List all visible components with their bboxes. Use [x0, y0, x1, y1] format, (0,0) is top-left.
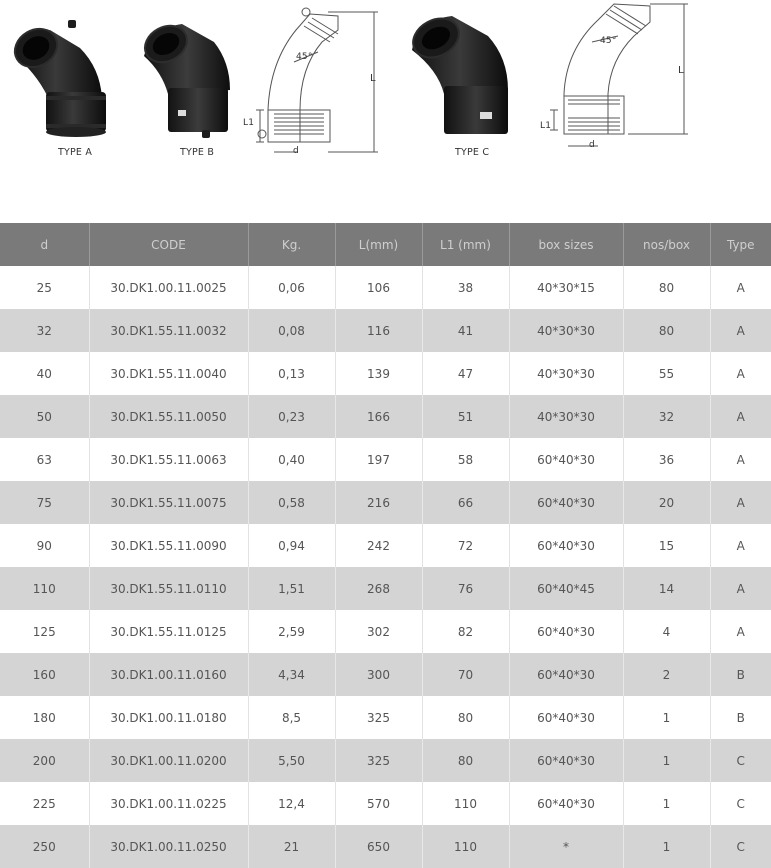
- cell-kg: 0,58: [248, 481, 335, 524]
- cell-l1-mm: 72: [422, 524, 509, 567]
- cell-type: A: [710, 524, 771, 567]
- cell-box-sizes: 60*40*30: [509, 739, 623, 782]
- table-header-row: [0, 223, 771, 266]
- cell-nos-box: 15: [623, 524, 710, 567]
- table-row: [0, 481, 771, 524]
- cell-box-sizes: 60*40*30: [509, 782, 623, 825]
- cell-kg: 1,51: [248, 567, 335, 610]
- drawing-2-length-label: L: [678, 65, 684, 76]
- table-row: [0, 782, 771, 825]
- drawing-1-l1-label: L1: [243, 118, 255, 128]
- cell-l1-mm: 76: [422, 567, 509, 610]
- cell-code: 30.DK1.55.11.0063: [89, 438, 248, 481]
- cell-code: 30.DK1.00.11.0180: [89, 696, 248, 739]
- cell-nos-box: 80: [623, 309, 710, 352]
- cell-l-mm: 116: [335, 309, 422, 352]
- cell-nos-box: 1: [623, 696, 710, 739]
- cell-l1-mm: 47: [422, 352, 509, 395]
- cell-kg: 0,40: [248, 438, 335, 481]
- header-l-mm: L(mm): [335, 223, 422, 266]
- cell-type: A: [710, 567, 771, 610]
- cell-d: 110: [0, 567, 89, 610]
- header-box-sizes: box sizes: [509, 223, 623, 266]
- table-row: [0, 610, 771, 653]
- cell-l1-mm: 51: [422, 395, 509, 438]
- cell-box-sizes: 40*30*30: [509, 309, 623, 352]
- cell-d: 250: [0, 825, 89, 868]
- cell-nos-box: 1: [623, 739, 710, 782]
- cell-code: 30.DK1.00.11.0250: [89, 825, 248, 868]
- type-c-fitting-image: [408, 14, 520, 140]
- cell-kg: 5,50: [248, 739, 335, 782]
- cell-kg: 0,23: [248, 395, 335, 438]
- cell-l-mm: 650: [335, 825, 422, 868]
- cell-d: 90: [0, 524, 89, 567]
- cell-kg: 4,34: [248, 653, 335, 696]
- table-row: [0, 739, 771, 782]
- type-c-label: TYPE C: [455, 147, 490, 158]
- header-nos-box: nos/box: [623, 223, 710, 266]
- table-row: [0, 524, 771, 567]
- table-row: [0, 653, 771, 696]
- cell-box-sizes: 40*30*30: [509, 395, 623, 438]
- cell-nos-box: 4: [623, 610, 710, 653]
- drawing-2-d-label: d: [589, 140, 595, 150]
- type-b-fitting-image: [138, 18, 238, 140]
- cell-box-sizes: 60*40*30: [509, 524, 623, 567]
- cell-kg: 0,13: [248, 352, 335, 395]
- cell-l1-mm: 110: [422, 825, 509, 868]
- cell-d: 160: [0, 653, 89, 696]
- cell-code: 30.DK1.00.11.0160: [89, 653, 248, 696]
- cell-l-mm: 106: [335, 266, 422, 309]
- cell-code: 30.DK1.55.11.0090: [89, 524, 248, 567]
- cell-nos-box: 14: [623, 567, 710, 610]
- cell-box-sizes: 60*40*30: [509, 653, 623, 696]
- cell-box-sizes: 60*40*30: [509, 481, 623, 524]
- cell-code: 30.DK1.55.11.0040: [89, 352, 248, 395]
- drawing-2-angle: 45°: [600, 36, 617, 46]
- cell-code: 30.DK1.55.11.0125: [89, 610, 248, 653]
- cell-d: 25: [0, 266, 89, 309]
- cell-nos-box: 55: [623, 352, 710, 395]
- cell-kg: 21: [248, 825, 335, 868]
- technical-drawing-1: [238, 2, 388, 160]
- cell-type: A: [710, 438, 771, 481]
- cell-nos-box: 1: [623, 825, 710, 868]
- cell-d: 40: [0, 352, 89, 395]
- cell-type: A: [710, 266, 771, 309]
- table-row: [0, 352, 771, 395]
- cell-l-mm: 268: [335, 567, 422, 610]
- cell-kg: 2,59: [248, 610, 335, 653]
- drawing-2-l1-label: L1: [540, 121, 552, 131]
- cell-type: A: [710, 610, 771, 653]
- cell-d: 75: [0, 481, 89, 524]
- cell-d: 125: [0, 610, 89, 653]
- cell-nos-box: 80: [623, 266, 710, 309]
- cell-l1-mm: 82: [422, 610, 509, 653]
- cell-l1-mm: 110: [422, 782, 509, 825]
- cell-d: 200: [0, 739, 89, 782]
- cell-code: 30.DK1.55.11.0110: [89, 567, 248, 610]
- cell-type: A: [710, 481, 771, 524]
- cell-l1-mm: 80: [422, 696, 509, 739]
- cell-d: 63: [0, 438, 89, 481]
- cell-l-mm: 325: [335, 696, 422, 739]
- cell-nos-box: 2: [623, 653, 710, 696]
- cell-type: B: [710, 653, 771, 696]
- cell-l-mm: 300: [335, 653, 422, 696]
- cell-nos-box: 32: [623, 395, 710, 438]
- cell-type: C: [710, 739, 771, 782]
- cell-box-sizes: 60*40*30: [509, 610, 623, 653]
- table-row: [0, 309, 771, 352]
- cell-code: 30.DK1.55.11.0075: [89, 481, 248, 524]
- table-body: [0, 266, 771, 868]
- cell-box-sizes: 40*30*30: [509, 352, 623, 395]
- cell-l1-mm: 41: [422, 309, 509, 352]
- cell-d: 225: [0, 782, 89, 825]
- cell-code: 30.DK1.00.11.0025: [89, 266, 248, 309]
- drawing-1-d-label: d: [293, 146, 299, 156]
- table-row: [0, 567, 771, 610]
- cell-box-sizes: 40*30*15: [509, 266, 623, 309]
- header-type: Type: [710, 223, 771, 266]
- specification-table: [0, 223, 771, 868]
- cell-type: A: [710, 352, 771, 395]
- type-a-label: TYPE A: [58, 147, 93, 158]
- cell-l-mm: 216: [335, 481, 422, 524]
- cell-code: 30.DK1.00.11.0200: [89, 739, 248, 782]
- cell-d: 50: [0, 395, 89, 438]
- cell-l1-mm: 70: [422, 653, 509, 696]
- cell-l1-mm: 38: [422, 266, 509, 309]
- cell-type: C: [710, 825, 771, 868]
- cell-code: 30.DK1.55.11.0050: [89, 395, 248, 438]
- cell-l-mm: 139: [335, 352, 422, 395]
- cell-d: 180: [0, 696, 89, 739]
- cell-box-sizes: 60*40*30: [509, 696, 623, 739]
- drawing-1-angle: 45°: [296, 52, 313, 62]
- drawing-1-length-label: L: [370, 73, 376, 84]
- table-row: [0, 438, 771, 481]
- cell-code: 30.DK1.00.11.0225: [89, 782, 248, 825]
- type-a-fitting-image: [10, 18, 120, 140]
- cell-box-sizes: 60*40*45: [509, 567, 623, 610]
- cell-type: A: [710, 309, 771, 352]
- cell-kg: 0,08: [248, 309, 335, 352]
- header-d: d: [0, 223, 89, 266]
- cell-nos-box: 20: [623, 481, 710, 524]
- cell-kg: 0,94: [248, 524, 335, 567]
- cell-l1-mm: 58: [422, 438, 509, 481]
- table-row: [0, 395, 771, 438]
- cell-box-sizes: *: [509, 825, 623, 868]
- cell-code: 30.DK1.55.11.0032: [89, 309, 248, 352]
- cell-box-sizes: 60*40*30: [509, 438, 623, 481]
- header-code: CODE: [89, 223, 248, 266]
- cell-nos-box: 36: [623, 438, 710, 481]
- cell-l-mm: 197: [335, 438, 422, 481]
- cell-l-mm: 166: [335, 395, 422, 438]
- cell-kg: 0,06: [248, 266, 335, 309]
- technical-drawing-2: [538, 0, 698, 158]
- cell-l-mm: 242: [335, 524, 422, 567]
- cell-type: B: [710, 696, 771, 739]
- cell-l-mm: 325: [335, 739, 422, 782]
- cell-type: C: [710, 782, 771, 825]
- table-row: [0, 696, 771, 739]
- cell-kg: 12,4: [248, 782, 335, 825]
- cell-l-mm: 302: [335, 610, 422, 653]
- header-l1-mm: L1 (mm): [422, 223, 509, 266]
- cell-l1-mm: 66: [422, 481, 509, 524]
- cell-type: A: [710, 395, 771, 438]
- header-kg: Kg.: [248, 223, 335, 266]
- cell-d: 32: [0, 309, 89, 352]
- product-figures: [0, 0, 771, 222]
- table-row: [0, 266, 771, 309]
- cell-kg: 8,5: [248, 696, 335, 739]
- cell-nos-box: 1: [623, 782, 710, 825]
- cell-l1-mm: 80: [422, 739, 509, 782]
- cell-l-mm: 570: [335, 782, 422, 825]
- table-row: [0, 825, 771, 868]
- type-b-label: TYPE B: [180, 147, 215, 158]
